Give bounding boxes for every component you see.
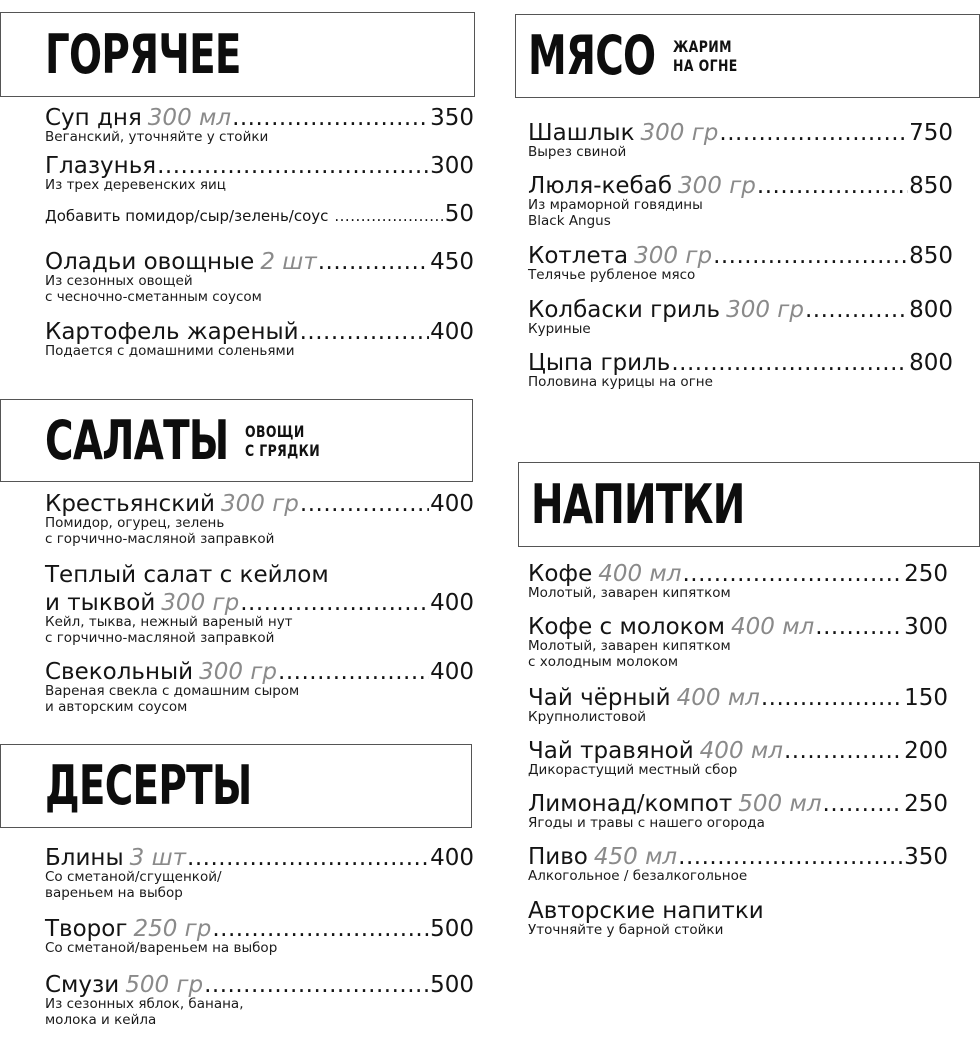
item-price: 350 bbox=[904, 844, 948, 870]
item-price: 50 bbox=[444, 201, 474, 227]
item-description: Уточняйте у барной стойки bbox=[528, 922, 724, 938]
item-description: Со сметаной/вареньем на выбор bbox=[45, 940, 278, 956]
item-name: Кофе bbox=[528, 561, 593, 587]
section-title: ГОРЯЧЕЕ bbox=[45, 22, 241, 86]
section-title: САЛАТЫ bbox=[45, 408, 229, 472]
item-name: Авторские напитки bbox=[528, 898, 764, 924]
section-header bbox=[515, 14, 980, 98]
item-portion: 3 шт bbox=[129, 845, 187, 871]
item-description: Молотый, заварен кипятком с холодным молоком bbox=[528, 638, 731, 670]
dot-leader bbox=[784, 737, 903, 765]
item-name: и тыквой bbox=[45, 590, 156, 616]
dot-leader bbox=[815, 613, 903, 641]
section-title: МЯСО bbox=[528, 24, 656, 87]
menu-item bbox=[528, 349, 953, 390]
item-description: Куриные bbox=[528, 321, 591, 337]
item-description: Из сезонных яблок, банана, молока и кейла bbox=[45, 996, 244, 1028]
section-subtitle-line: ОВОЩИ bbox=[245, 421, 305, 441]
item-price: 850 bbox=[909, 173, 953, 199]
menu-item bbox=[45, 318, 474, 359]
item-price: 400 bbox=[430, 590, 474, 616]
item-name: Добавить помидор/сыр/зелень/соус bbox=[45, 207, 329, 225]
section-subtitle-line: ЖАРИМ bbox=[673, 37, 732, 56]
dot-leader bbox=[682, 560, 903, 588]
item-name: Кофе с молоком bbox=[528, 614, 725, 640]
item-price: 850 bbox=[909, 243, 953, 269]
item-price: 500 bbox=[430, 916, 474, 942]
item-name: Колбаски гриль bbox=[528, 297, 721, 323]
item-description: Подается с домашними соленьями bbox=[45, 343, 295, 359]
dot-leader bbox=[300, 318, 430, 346]
menu-item bbox=[528, 296, 953, 337]
menu-item bbox=[45, 844, 474, 901]
menu-item bbox=[45, 561, 474, 646]
item-description: Алкогольное / безалкогольное bbox=[528, 868, 748, 884]
item-name: Оладьи овощные bbox=[45, 249, 255, 275]
item-price: 350 bbox=[430, 105, 474, 131]
dot-leader bbox=[757, 172, 908, 200]
item-description: Из сезонных овощей с чесночно-сметанным соусом bbox=[45, 273, 262, 305]
item-portion: 500 мл bbox=[738, 791, 822, 817]
dot-leader bbox=[232, 104, 429, 132]
item-portion: 450 мл bbox=[593, 844, 678, 870]
dot-leader bbox=[278, 658, 429, 686]
item-name: Шашлык bbox=[528, 120, 635, 146]
item-name: Крестьянский bbox=[45, 491, 215, 517]
item-description: Телячье рубленое мясо bbox=[528, 267, 696, 283]
item-name: Чай чёрный bbox=[528, 685, 671, 711]
item-price: 750 bbox=[909, 120, 953, 146]
item-description: Ягоды и травы с нашего огорода bbox=[528, 815, 765, 831]
item-price: 400 bbox=[430, 659, 474, 685]
item-description: Из мраморной говядины Black Angus bbox=[528, 197, 703, 229]
item-portion: 400 мл bbox=[731, 614, 815, 640]
menu-item bbox=[528, 897, 948, 938]
dot-leader bbox=[823, 790, 904, 818]
item-price: 450 bbox=[430, 249, 474, 275]
item-description: Вырез свиной bbox=[528, 144, 627, 160]
dot-leader bbox=[204, 971, 429, 999]
item-portion: 300 гр bbox=[678, 173, 756, 199]
item-name: Блины bbox=[45, 845, 124, 871]
item-portion: 2 шт bbox=[260, 249, 317, 275]
item-description: Крупнолистовой bbox=[528, 709, 646, 725]
dot-leader bbox=[318, 248, 429, 276]
item-portion: 300 гр bbox=[220, 491, 299, 517]
item-price: 300 bbox=[430, 153, 474, 179]
item-price: 800 bbox=[909, 297, 953, 323]
menu-item bbox=[528, 613, 948, 670]
menu-item bbox=[45, 490, 474, 547]
section-subtitle bbox=[245, 422, 341, 460]
dot-leader bbox=[212, 915, 429, 943]
item-portion: 300 гр bbox=[726, 297, 804, 323]
menu-item bbox=[528, 790, 948, 831]
section-subtitle-line: НА ОГНЕ bbox=[673, 56, 738, 75]
item-price: 400 bbox=[430, 319, 474, 345]
dot-leader bbox=[805, 296, 908, 324]
dot-leader bbox=[187, 844, 429, 872]
menu-item bbox=[45, 200, 474, 230]
item-name: Глазунья bbox=[45, 153, 157, 179]
item-description: Из трех деревенских яиц bbox=[45, 177, 226, 193]
dot-leader bbox=[157, 152, 429, 180]
dot-leader bbox=[240, 589, 429, 617]
item-description: Половина курицы на огне bbox=[528, 374, 713, 390]
item-name: Суп дня bbox=[45, 105, 142, 131]
item-portion: 400 мл bbox=[699, 738, 783, 764]
menu-item bbox=[528, 560, 948, 601]
item-price: 300 bbox=[904, 614, 948, 640]
item-portion: 300 гр bbox=[634, 243, 713, 269]
item-description: Дикорастущий местный сбор bbox=[528, 762, 738, 778]
item-name: Свекольный bbox=[45, 659, 194, 685]
item-portion: 500 гр bbox=[125, 972, 204, 998]
item-name: Пиво bbox=[528, 844, 588, 870]
menu-item bbox=[45, 248, 474, 305]
item-price: 200 bbox=[904, 738, 948, 764]
item-price: 250 bbox=[904, 561, 948, 587]
item-description: Вареная свекла с домашним сыром и авторским соусом bbox=[45, 683, 300, 715]
section-subtitle-line: С ГРЯДКИ bbox=[245, 440, 321, 460]
section-header bbox=[518, 462, 980, 547]
item-price: 400 bbox=[430, 491, 474, 517]
section-header bbox=[0, 399, 473, 482]
item-portion: 300 гр bbox=[161, 590, 240, 616]
section-header bbox=[0, 12, 475, 97]
item-description: Помидор, огурец, зелень с горчично-масляной заправкой bbox=[45, 515, 275, 547]
dot-leader bbox=[719, 119, 908, 147]
item-portion: 250 гр bbox=[133, 916, 212, 942]
item-price: 800 bbox=[909, 350, 953, 376]
item-name: Люля-кебаб bbox=[528, 173, 672, 199]
menu-item bbox=[528, 172, 953, 229]
item-description: Со сметаной/сгущенкой/ вареньем на выбор bbox=[45, 869, 222, 901]
menu-item bbox=[45, 915, 474, 956]
item-price: 250 bbox=[904, 791, 948, 817]
item-name: Котлета bbox=[528, 243, 629, 269]
section-header bbox=[0, 744, 472, 828]
item-name: Чай травяной bbox=[528, 738, 694, 764]
item-portion: 300 гр bbox=[199, 659, 278, 685]
menu-item bbox=[528, 843, 948, 884]
item-price: 500 bbox=[430, 972, 474, 998]
item-description: Молотый, заварен кипятком bbox=[528, 585, 731, 601]
menu-item bbox=[528, 242, 953, 283]
dot-leader bbox=[713, 242, 908, 270]
menu-item bbox=[528, 737, 948, 778]
item-portion: 400 мл bbox=[676, 685, 760, 711]
dot-leader bbox=[334, 202, 443, 230]
section-title: ДЕСЕРТЫ bbox=[45, 754, 252, 817]
item-portion: 300 мл bbox=[147, 105, 232, 131]
item-portion: 300 гр bbox=[640, 120, 719, 146]
menu-item bbox=[528, 119, 953, 160]
item-name: Творог bbox=[45, 916, 128, 942]
item-portion: 400 мл bbox=[598, 561, 682, 587]
menu-item bbox=[45, 152, 474, 193]
dot-leader bbox=[671, 349, 908, 377]
dot-leader bbox=[300, 490, 429, 518]
item-name: Цыпа гриль bbox=[528, 350, 671, 376]
item-name-line: Теплый салат с кейлом bbox=[45, 562, 329, 588]
item-name: Картофель жареный bbox=[45, 319, 299, 345]
item-description: Кейл, тыква, нежный вареный нут с горчично-масляной заправкой bbox=[45, 614, 293, 646]
item-name: Лимонад/компот bbox=[528, 791, 733, 817]
menu-item bbox=[45, 971, 474, 1028]
dot-leader bbox=[678, 843, 903, 871]
menu-item bbox=[45, 104, 474, 145]
menu-item bbox=[45, 658, 474, 715]
item-name: Смузи bbox=[45, 972, 120, 998]
section-title: НАПИТКИ bbox=[531, 472, 745, 536]
item-price: 150 bbox=[904, 685, 948, 711]
dot-leader bbox=[761, 684, 903, 712]
item-description: Веганский, уточняйте у стойки bbox=[45, 129, 269, 145]
item-price: 400 bbox=[430, 845, 474, 871]
section-subtitle bbox=[673, 37, 756, 75]
menu-item bbox=[528, 684, 948, 725]
